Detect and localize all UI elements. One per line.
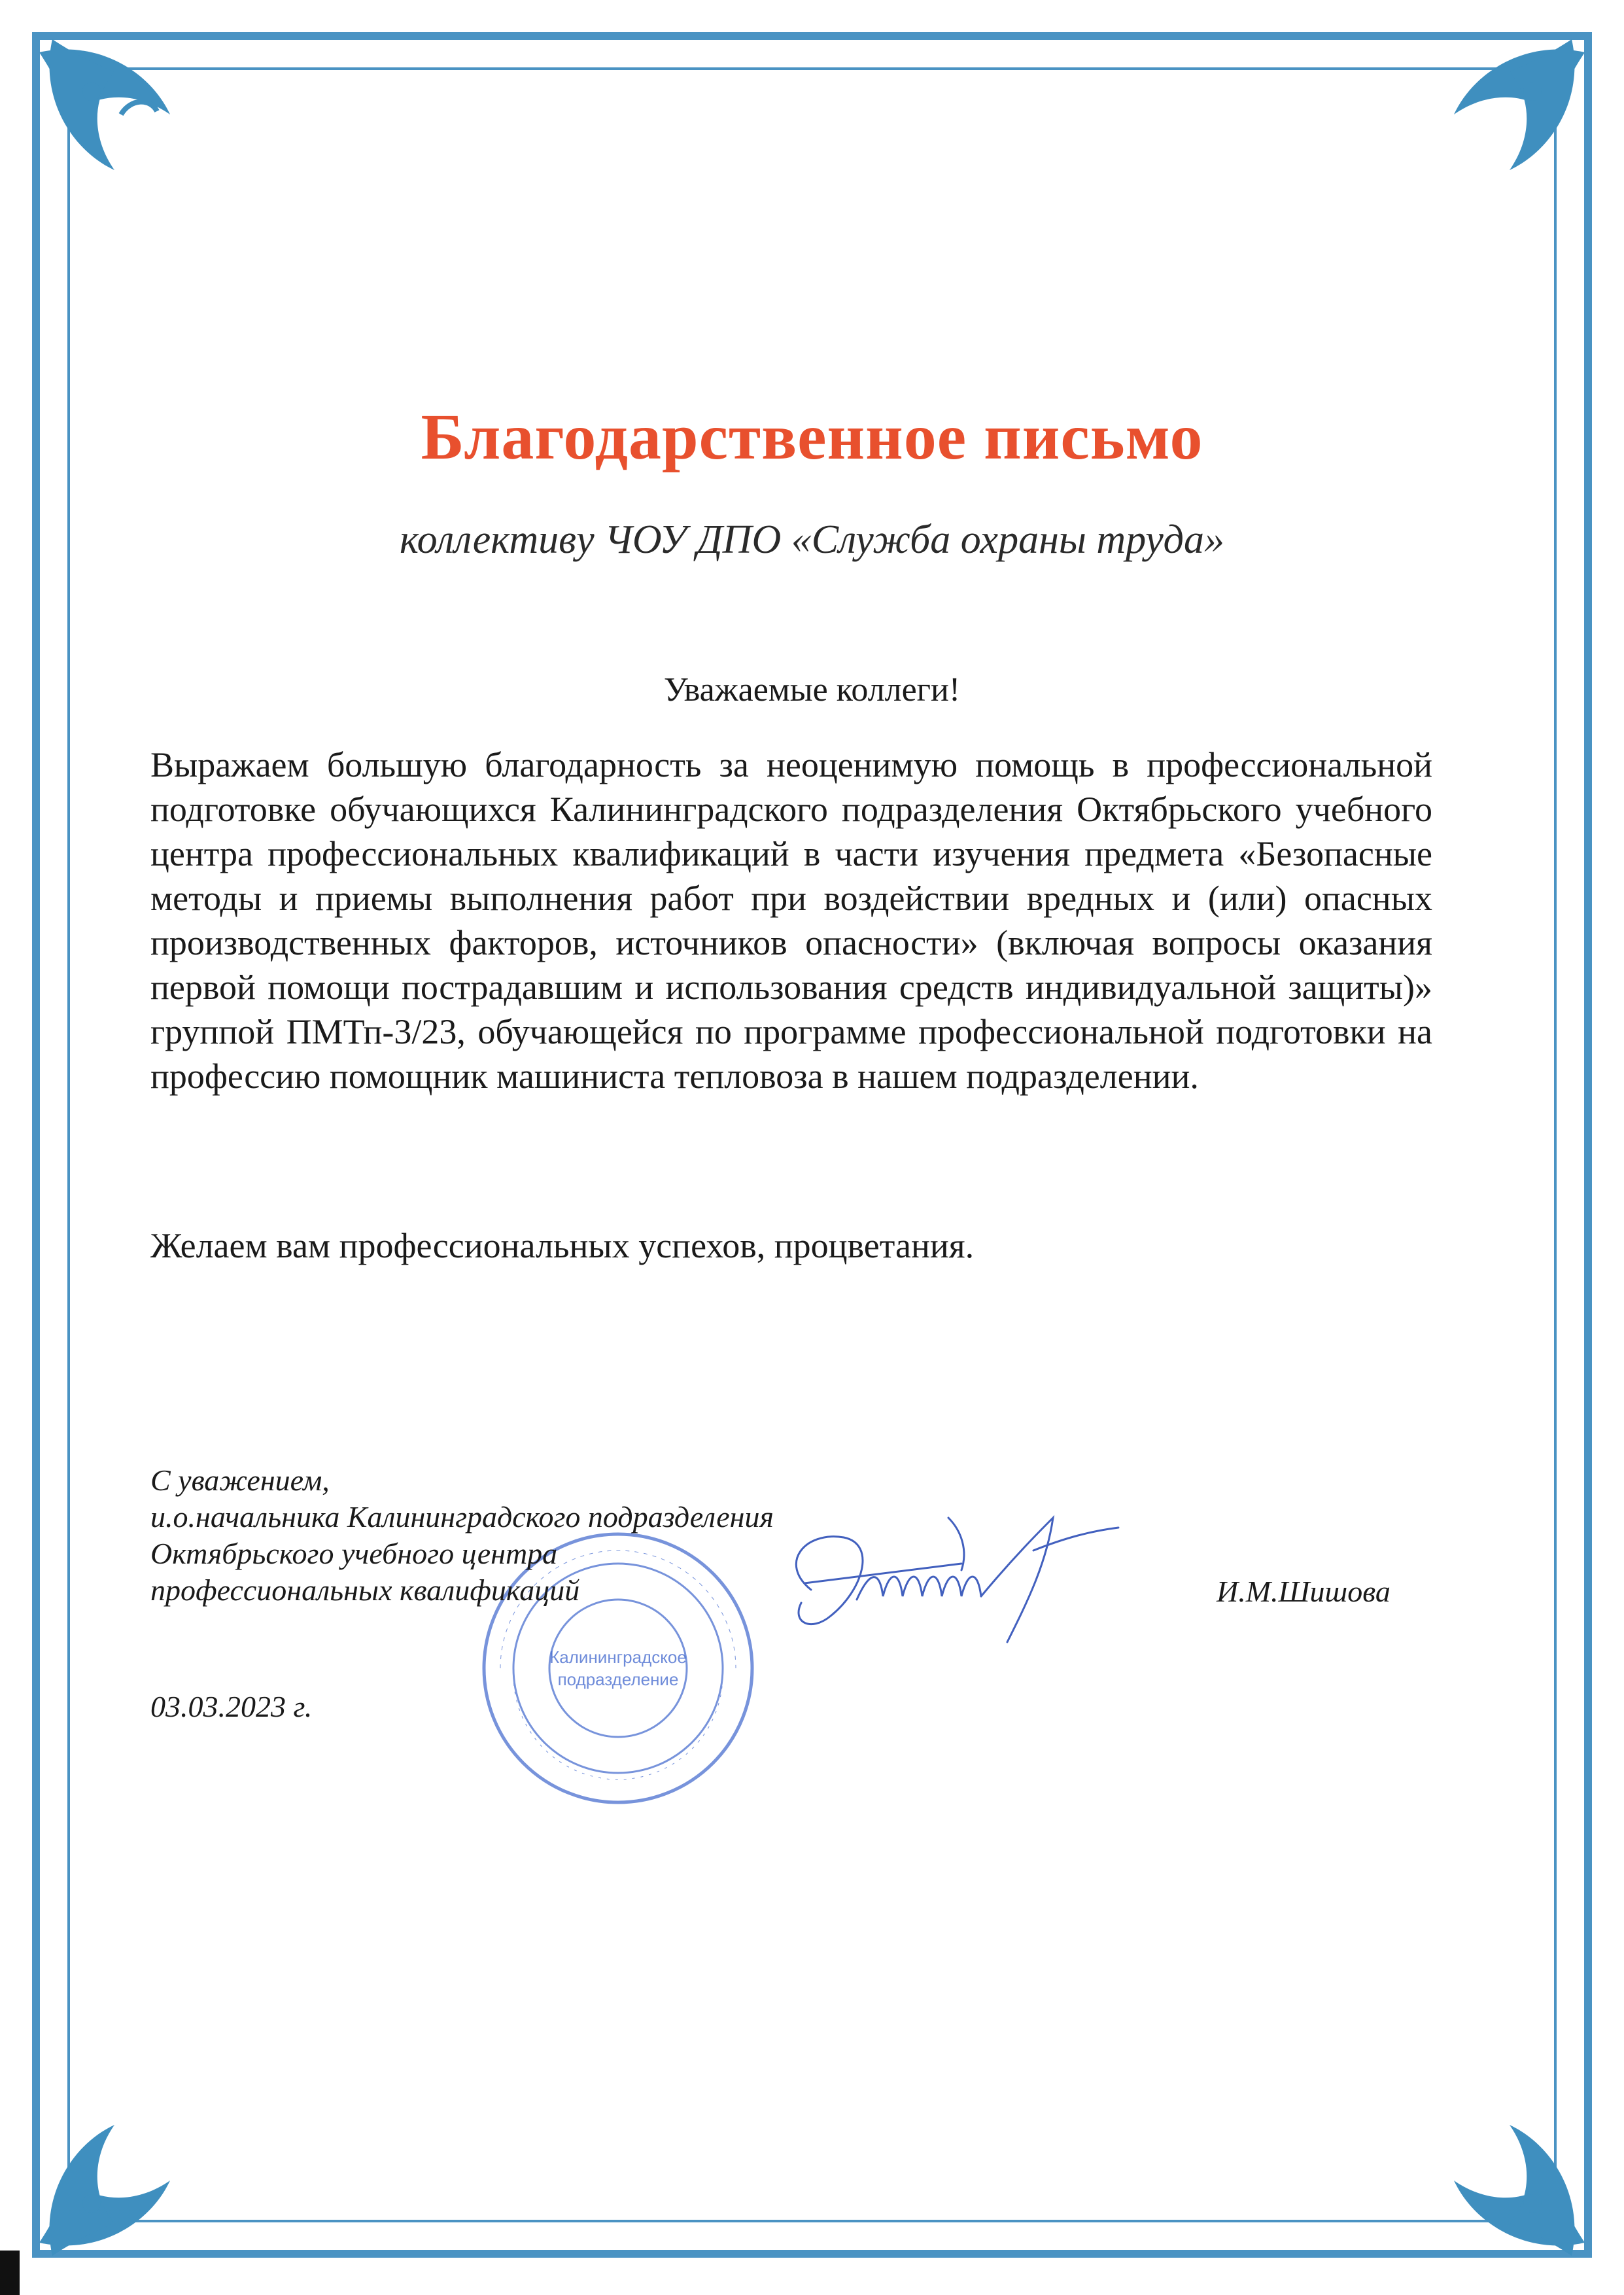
corner-ornament-bottom-right bbox=[1454, 2125, 1585, 2256]
closing-phrase: С уважением, bbox=[150, 1463, 330, 1497]
signer-organization-cont: профессиональных квалификаций bbox=[150, 1573, 580, 1607]
greeting: Уважаемые коллеги! bbox=[663, 671, 961, 709]
handwritten-signature bbox=[765, 1492, 1132, 1675]
signer-organization: Октябрьского учебного центра bbox=[150, 1537, 558, 1570]
signer-name: И.М.Шишова bbox=[1217, 1575, 1391, 1608]
letter-subtitle: коллективу ЧОУ ДПО «Служба охраны труда» bbox=[400, 517, 1224, 562]
letter-body: Выражаем большую благодарность за неоценимую помощь в профессиональной подготовке обучающихся Калининградского подразделения Октябрьского учебного центра профессиональных квалификаций в части изучения предмета «Безопасные методы и приемы выполнения работ при воздействии вредных и (или) опасных производственных факторов, источников опасности» (включая вопросы оказания первой помощи пострадавшим и использования средств индивидуальной защиты)» группой ПМТп-3/23, обучающейся по программе профессиональной подготовки на профессию помощник машиниста тепловоза в нашем подразделении. bbox=[150, 745, 1432, 1096]
document-date: 03.03.2023 г. bbox=[150, 1690, 313, 1723]
corner-ornament-top-left bbox=[39, 39, 170, 170]
stamp-text-line-1: Калининградское bbox=[549, 1647, 687, 1667]
signer-position: и.о.начальника Калининградского подразделения bbox=[150, 1500, 774, 1533]
corner-ornament-top-right bbox=[1454, 39, 1585, 170]
stamp-text-line-2: подразделение bbox=[557, 1670, 679, 1689]
corner-ornament-bottom-left bbox=[39, 2125, 170, 2256]
scan-edge-mark bbox=[0, 2251, 20, 2295]
letter-title: Благодарственное письмо bbox=[421, 400, 1203, 473]
signature-block bbox=[150, 1462, 774, 1609]
letter-wishes: Желаем вам профессиональных успехов, процветания. bbox=[150, 1226, 975, 1265]
